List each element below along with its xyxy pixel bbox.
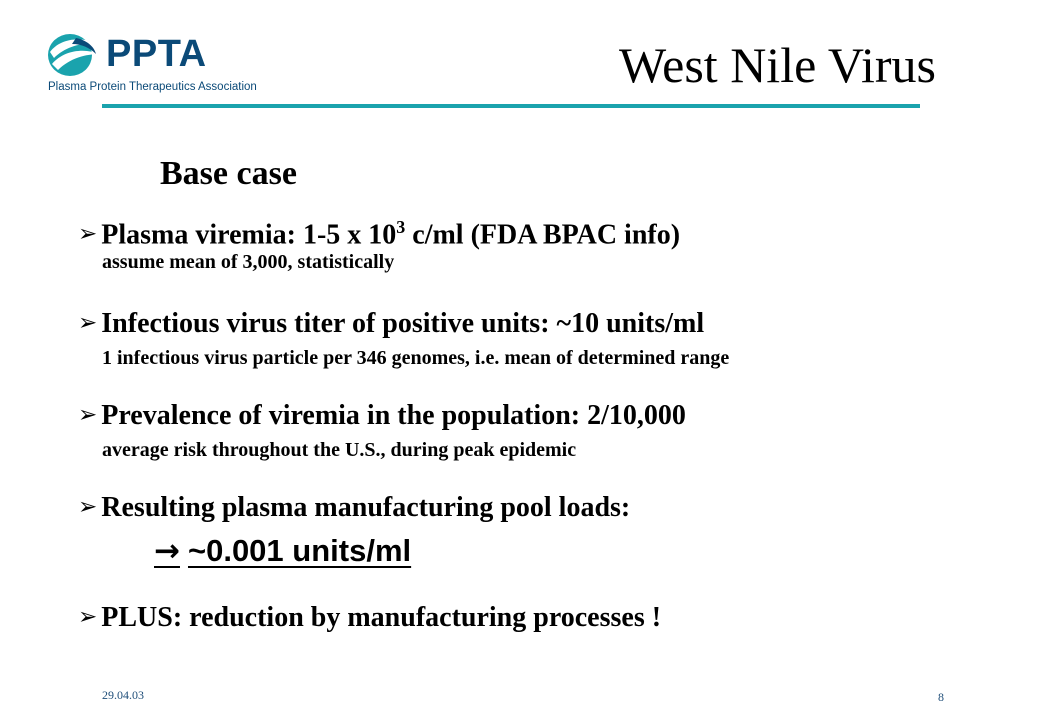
bullet-text: Plasma viremia: 1-5 x 10 <box>101 219 397 251</box>
arrow-bullet-icon: ➢ <box>78 494 98 520</box>
bullet-text: Infectious virus titer of positive units: ~10 units/ml <box>101 308 705 339</box>
bullet-note: 1 infectious virus particle per 346 genomes, i.e. mean of determined range <box>102 347 730 369</box>
bullet-prevalence <box>78 398 686 433</box>
bullet-plasma-viremia <box>78 210 680 252</box>
section-heading: Base case <box>160 155 297 192</box>
bullet-plus-reduction <box>78 600 661 635</box>
arrow-bullet-icon: ➢ <box>78 402 98 428</box>
arrow-bullet-icon: ➢ <box>78 604 98 630</box>
bullet-text: Resulting plasma manufacturing pool loads: <box>101 492 631 523</box>
result-value: ~0.001 units/ml <box>187 533 412 568</box>
bullet-infectious-titer <box>78 306 704 341</box>
bullet-text: Prevalence of viremia in the population: 2/10,000 <box>101 400 686 431</box>
bullet-note: average risk throughout the U.S., during peak epidemic <box>102 439 577 461</box>
ppta-globe-icon <box>46 32 100 78</box>
pool-load-result <box>154 532 411 570</box>
arrow-bullet-icon: ➢ <box>78 310 98 336</box>
page-title: West Nile Virus <box>618 37 936 93</box>
bullet-note: assume mean of 3,000, statistically <box>102 251 395 273</box>
ppta-tagline: Plasma Protein Therapeutics Association <box>48 81 257 93</box>
ppta-logo <box>46 30 276 96</box>
arrow-bullet-icon: ➢ <box>78 221 98 248</box>
bullet-text: PLUS: reduction by manufacturing processes ! <box>101 602 662 633</box>
bullet-text-continued: c/ml (FDA BPAC info) <box>405 219 681 251</box>
footer-date: 29.04.03 <box>102 688 144 702</box>
right-arrow-icon: → <box>154 533 180 569</box>
bullet-superscript: 3 <box>396 217 406 237</box>
bullet-pool-loads <box>78 490 630 525</box>
page-number: 8 <box>938 690 944 704</box>
ppta-wordmark: PPTA <box>106 33 207 75</box>
title-divider <box>102 104 920 108</box>
